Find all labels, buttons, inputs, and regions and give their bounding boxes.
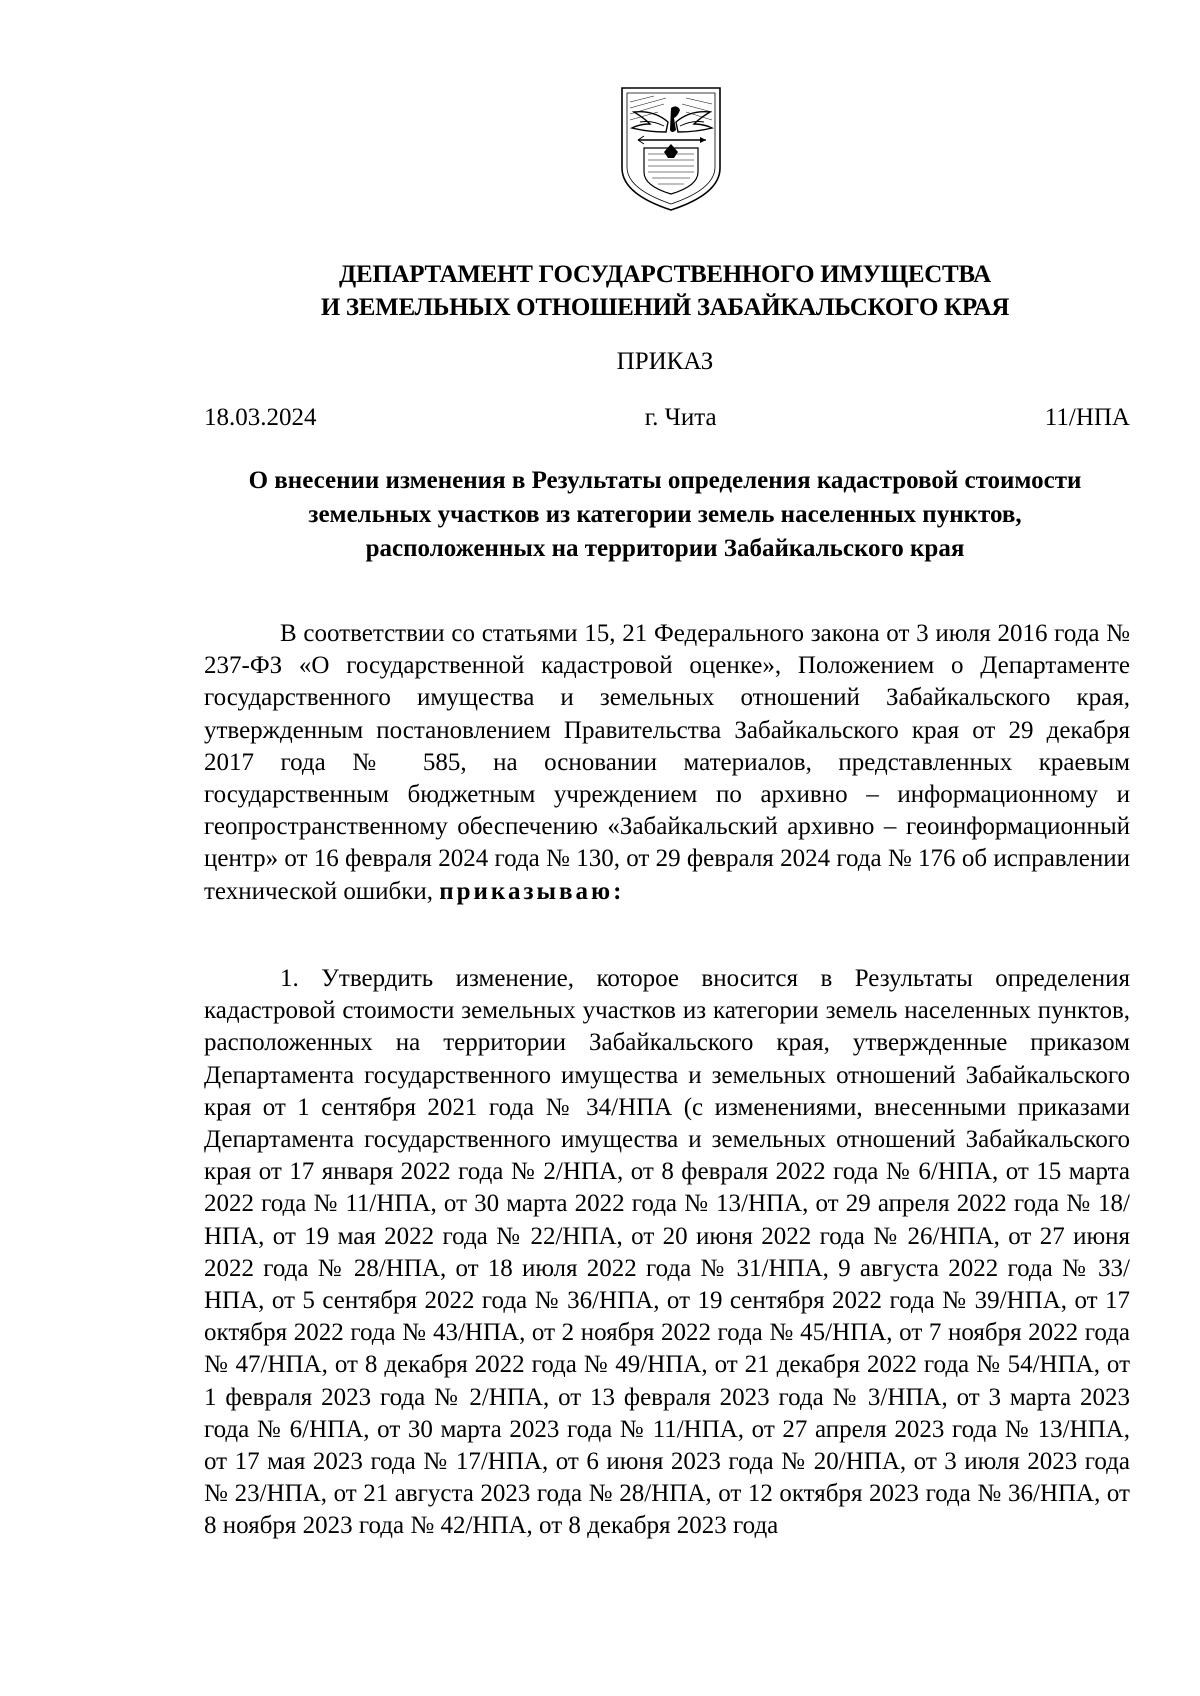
subject-line2: земельных участков из категории земель населенных пунктов, xyxy=(308,501,1022,528)
document-type: ПРИКАЗ xyxy=(616,348,714,375)
department-title-line2: И ЗЕМЕЛЬНЫХ ОТНОШЕНИЙ ЗАБАЙКАЛЬСКОГО КРАЯ xyxy=(320,294,1010,321)
department-title xyxy=(200,258,1130,324)
document-subject xyxy=(200,464,1130,566)
document-date: 18.03.2024 xyxy=(204,404,317,431)
coat-of-arms-emblem-icon xyxy=(614,82,728,214)
subject-line3: расположенных на территории Забайкальского края xyxy=(365,535,965,562)
document-meta-row xyxy=(204,403,1130,433)
document-city: г. Чита xyxy=(644,404,717,431)
preamble-text: В соответствии со статьями 15, 21 Федерального закона от 3 июля 2016 года № 237-ФЗ «О государственной кадастровой оценке», Положением о Департаменте государственного имущества и земельных отношений Забайкальского края, утвержденным постановлением Правительства Забайкальского края от 29 декабря 2017 года № 585, на основании материалов, представленных краевым государственным бюджетным учреждением по архивно – информационному и геопространственному обеспечению «Забайкальский архивно – геоинформационный центр» от 16 февраля 2024 года № 130, от 29 февраля 2024 года № 176 об исправлении технической ошибки, xyxy=(204,620,1130,905)
document-number: 11/НПА xyxy=(1044,404,1130,431)
department-title-line1: ДЕПАРТАМЕНТ ГОСУДАРСТВЕННОГО ИМУЩЕСТВА xyxy=(339,261,991,288)
preamble-paragraph xyxy=(204,618,1130,908)
preamble-emphasis: приказываю: xyxy=(439,877,625,905)
subject-line1: О внесении изменения в Результаты определения кадастровой стоимости xyxy=(248,467,1082,494)
item-1-paragraph: 1. Утвердить изменение, которое вносится в Результаты определения кадастровой стоимости земельных участков из категории земель населенных пунктов, расположенных на территории Забайкальского края, утвержденные приказом Департамента государственного имущества и земельных отношений Забайкальского края от 1 сентября 2021 года № 34/НПА (с изменениями, внесенными приказами Департамента государственного имущества и земельных отношений Забайкальского края от 17 января 2022 года № 2/НПА, от 8 февраля 2022 года № 6/НПА, от 15 марта 2022 года № 11/НПА, от 30 марта 2022 года № 13/НПА, от 29 апреля 2022 года № 18/НПА, от 19 мая 2022 года № 22/НПА, от 20 июня 2022 года № 26/НПА, от 27 июня 2022 года № 28/НПА, от 18 июля 2022 года № 31/НПА, 9 августа 2022 года № 33/НПА, от 5 сентября 2022 года № 36/НПА, от 19 сентября 2022 года № 39/НПА, от 17 октября 2022 года № 43/НПА, от 2 ноября 2022 года № 45/НПА, от 7 ноября 2022 года № 47/НПА, от 8 декабря 2022 года № 49/НПА, от 21 декабря 2022 года № 54/НПА, от 1 февраля 2023 года № 2/НПА, от 13 февраля 2023 года № 3/НПА, от 3 марта 2023 года № 6/НПА, от 30 марта 2023 года № 11/НПА, от 27 апреля 2023 года № 13/НПА, от 17 мая 2023 года № 17/НПА, от 6 июня 2023 года № 20/НПА, от 3 июля 2023 года № 23/НПА, от 21 августа 2023 года № 28/НПА, от 12 октября 2023 года № 36/НПА, от 8 ноября 2023 года № 42/НПА, от 8 декабря 2023 года xyxy=(204,965,1130,1540)
